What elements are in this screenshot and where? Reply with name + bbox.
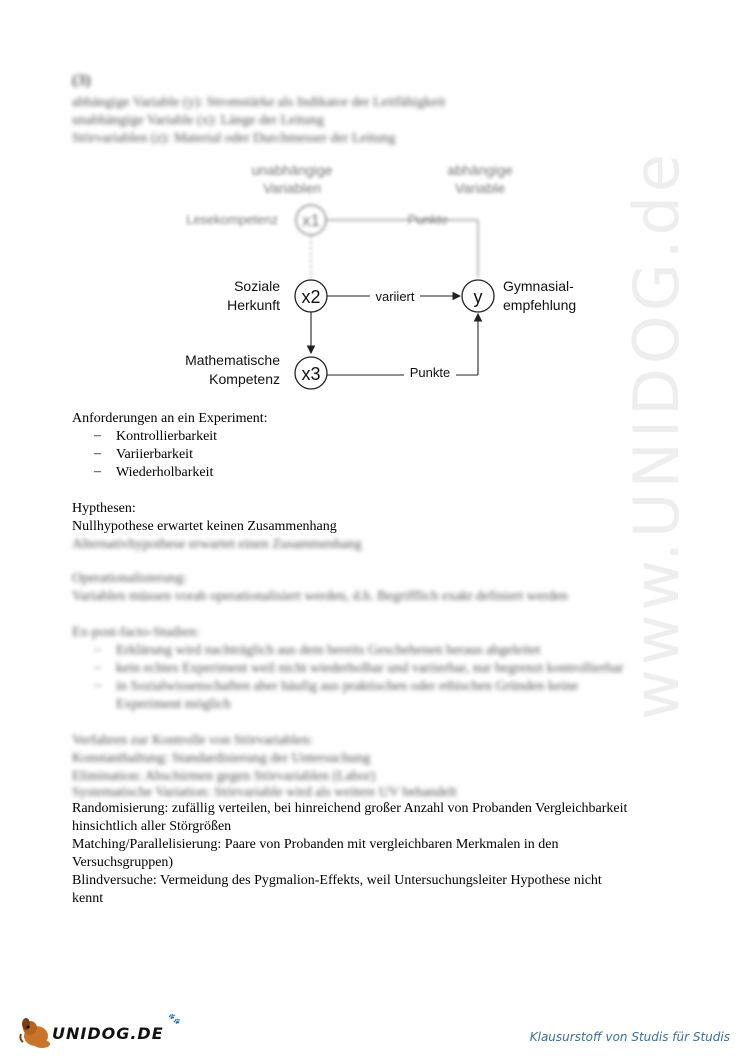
verfahren-line: Versuchsgruppen) [72, 855, 174, 870]
verfahren-line: Randomisierung: zufällig verteilen, bei hinreichend großer Anzahl von Probanden Vergleichbarkeit [72, 801, 628, 816]
verfahren-line: Matching/Parallelisierung: Paare von Probanden mit vergleichbaren Merkmalen in den [72, 837, 559, 852]
label-empfehlung: empfehlung [503, 297, 577, 313]
list-dash: – [94, 428, 101, 443]
list-dash: – [94, 446, 101, 461]
list-item: Erklärung wird nachträglich aus dem bereits Geschehenen heraus abgeleitet [116, 643, 541, 658]
label-gymnasial: Gymnasial- [503, 278, 574, 294]
node-y-label: y [473, 287, 483, 307]
footer-slogan: Klausurstoff von Studis für Studis [529, 1030, 730, 1044]
edge-x2-label: variiert [375, 289, 415, 304]
edge-x1-label: Punkte [407, 212, 449, 227]
verfahren-line: kennt [72, 891, 104, 906]
nullhypothese: Nullhypothese erwartet keinen Zusammenhang [72, 519, 337, 534]
edge-x3-label: Punkte [409, 365, 451, 380]
list-item: kein echtes Experiment weil nicht wiederholbar und variierbar, nur begrenzt kontrollierbar [116, 661, 624, 676]
list-item: in Sozialwissenschaften aber häufig aus praktischen oder ethischen Gründen keine [116, 679, 579, 694]
text-line: Störvariablen (z): Material oder Durchmesser der Leitung [72, 131, 396, 146]
verfahren-line: Blindversuche: Vermeidung des Pygmalion-Effekts, weil Untersuchungsleiter Hypothese nicht [72, 873, 602, 888]
list-dash: – [94, 642, 101, 657]
header-right-line2: Variable [454, 180, 506, 196]
list-item: Variierbarkeit [116, 447, 193, 462]
alternativhypothese: Alternativhypothese erwartet einen Zusammenhang [72, 537, 362, 552]
list-dash: – [94, 660, 101, 675]
list-item: Wiederholbarkeit [116, 465, 214, 480]
label-kompetenz: Kompetenz [209, 371, 280, 387]
header-left-line1: unabhängige [251, 162, 333, 178]
hypothesen-title: Hypthesen: [72, 501, 136, 516]
verfahren-line: Konstanthaltung: Standardisierung der Untersuchung [72, 751, 371, 766]
verfahren-line: Elimination: Abschirmen gegen Störvariablen (Labor) [72, 769, 376, 784]
node-x2-label: x2 [301, 287, 321, 307]
svg-text:🐾: 🐾 [168, 1014, 181, 1025]
verfahren-line: Systematische Variation: Störvariable wird als weitere UV behandelt [72, 785, 457, 800]
label-soziale: Soziale [234, 278, 280, 294]
anforderungen-title: Anforderungen an ein Experiment: [72, 411, 268, 426]
label-mathematische: Mathematische [185, 352, 280, 368]
node-x1-label: x1 [302, 211, 320, 230]
operationalisierung-title: Operationalisierung: [72, 571, 188, 586]
label-lesekompetenz: Lesekompetenz [186, 212, 278, 227]
header-left-line2: Variablen [262, 180, 322, 196]
list-item: Kontrollierbarkeit [116, 429, 218, 444]
watermark: www.UNIDOG.de [620, 150, 693, 720]
list-item: Experiment möglich [116, 697, 231, 712]
node-x3-label: x3 [301, 364, 321, 384]
operationalisierung-text: Variablen müssen vorab operationalisiert werden, d.h. Begrifflich exakt definiert werden [72, 589, 568, 604]
label-herkunft: Herkunft [227, 297, 280, 313]
text-line: abhängige Variable (y): Stromstärke als Indikator der Leitfähigkeit [72, 95, 446, 110]
list-dash: – [94, 464, 101, 479]
section-number: (3) [72, 72, 91, 89]
verfahren-line: hinsichtlich aller Störgrößen [72, 819, 232, 834]
header-right-line1: abhängige [447, 162, 513, 178]
list-dash: – [94, 678, 101, 693]
expostfacto-title: Ex-post-facto-Studien: [72, 625, 200, 640]
verfahren-title: Verfahren zur Kontrolle von Störvariablen: [72, 733, 314, 748]
logo-text[interactable]: UNIDOG.DE [52, 1024, 164, 1043]
text-line: unabhängige Variable (x): Länge der Leitung [72, 113, 325, 128]
